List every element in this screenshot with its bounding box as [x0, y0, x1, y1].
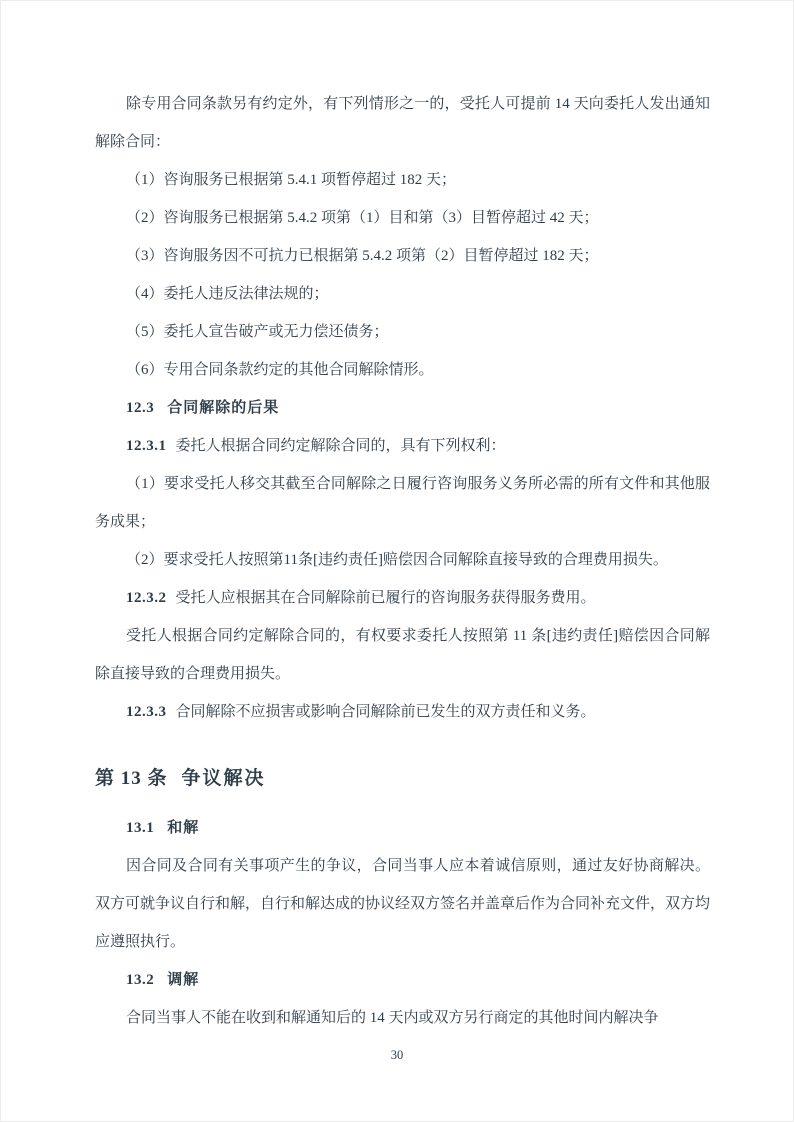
- chapter-13-number: 第 13 条: [95, 768, 168, 789]
- section-13-1-title: 和解: [167, 819, 200, 836]
- termination-intro-paragraph: 除专用合同条款另有约定外，有下列情形之一的，受托人可提前 14 天向委托人发出通知解除合同：: [95, 96, 710, 150]
- clause-12-3-1-item-2: （2）要求受托人按照第11条[违约责任]赔偿因合同解除直接导致的合理费用损失。: [126, 552, 668, 568]
- chapter-13-title: 争议解决: [181, 768, 266, 789]
- section-12-3-title: 合同解除的后果: [167, 399, 280, 416]
- termination-item-1: （1）咨询服务已根据第 5.4.1 项暂停超过 182 天；: [126, 172, 457, 188]
- section-13-2-paragraph: 合同当事人不能在收到和解通知后的 14 天内或双方另行商定的其他时间内解决争: [126, 1010, 659, 1026]
- chapter-13-heading: [95, 760, 710, 798]
- clause-12-3-2-text: 受托人应根据其在合同解除前已履行的咨询服务获得服务费用。: [175, 590, 596, 606]
- page-number: 30: [390, 1048, 404, 1062]
- section-13-2-number: 13.2: [126, 972, 155, 988]
- termination-item-4: （4）委托人违反法律法规的；: [126, 286, 329, 302]
- clause-12-3-1-number: 12.3.1: [126, 438, 167, 454]
- clause-12-3-2-number: 12.3.2: [126, 590, 167, 606]
- termination-item-2: （2）咨询服务已根据第 5.4.2 项第（1）目和第（3）目暂停超过 42 天；: [126, 210, 599, 226]
- section-13-1-number: 13.1: [126, 820, 155, 836]
- page-content: [95, 85, 710, 1037]
- clause-12-3-1: [95, 427, 710, 465]
- termination-item-3: （3）咨询服务因不可抗力已根据第 5.4.2 项第（2）目暂停超过 182 天；: [126, 248, 599, 264]
- clause-12-3-1-item-1: （1）要求受托人移交其截至合同解除之日履行咨询服务义务所必需的所有文件和其他服务成果；: [95, 476, 710, 530]
- section-13-1-heading: [126, 809, 710, 847]
- clause-12-3-3-text: 合同解除不应损害或影响合同解除前已发生的双方责任和义务。: [175, 704, 596, 720]
- section-13-2-heading: [126, 961, 710, 999]
- clause-12-3-1-text: 委托人根据合同约定解除合同的，具有下列权利：: [175, 438, 506, 454]
- termination-item-5: （5）委托人宣告破产或无力偿还债务；: [126, 324, 389, 340]
- clause-12-3-3-number: 12.3.3: [126, 704, 167, 720]
- termination-item-6: （6）专用合同条款约定的其他合同解除情形。: [126, 362, 434, 378]
- section-12-3-heading: [126, 389, 710, 427]
- section-13-1-paragraph: 因合同及合同有关事项产生的争议，合同当事人应本着诚信原则，通过友好协商解决。双方可就争议自行和解，自行和解达成的协议经双方签名并盖章后作为合同补充文件，双方均应遵照执行。: [95, 858, 711, 950]
- clause-12-3-3: [95, 693, 710, 731]
- clause-12-3-2: [95, 579, 710, 617]
- section-12-3-number: 12.3: [126, 400, 155, 416]
- section-13-2-title: 调解: [167, 971, 200, 988]
- clause-12-3-2-paragraph: 受托人根据合同约定解除合同的，有权要求委托人按照第 11 条[违约责任]赔偿因合同解除直接导致的合理费用损失。: [95, 628, 710, 682]
